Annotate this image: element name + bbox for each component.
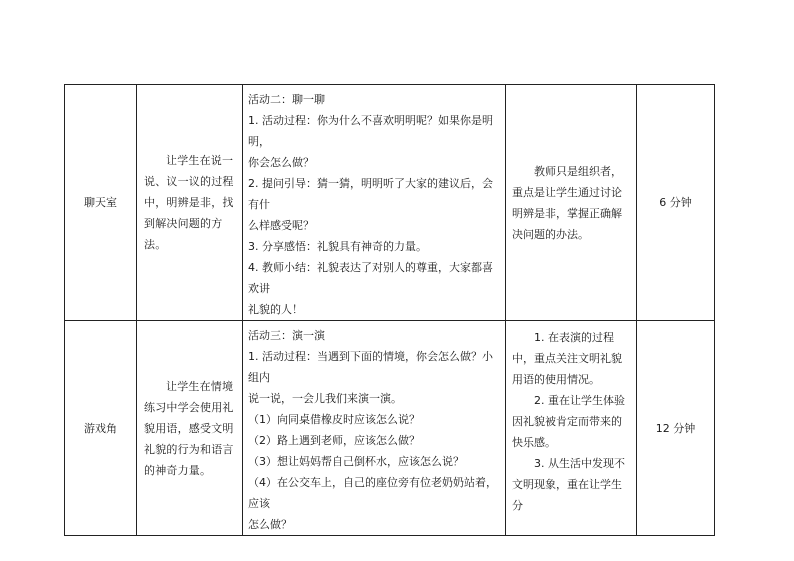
teaching-tip: 3. 从生活中发现不文明现象，重在让学生分 bbox=[512, 457, 625, 512]
activity-cell bbox=[243, 321, 506, 536]
activity-line: （1）向同桌借橡皮时应该怎么说？ bbox=[248, 413, 420, 426]
time-label: 6 分钟 bbox=[659, 196, 692, 209]
area-cell bbox=[65, 85, 137, 321]
activity-line: 礼貌的人！ bbox=[248, 303, 303, 316]
table-row bbox=[65, 321, 715, 536]
lesson-plan-table bbox=[64, 84, 715, 536]
activity-line: 你会怎么做？ bbox=[248, 156, 314, 169]
table-row bbox=[65, 85, 715, 321]
teaching-tip-cell bbox=[506, 85, 637, 321]
activity-line: （3）想让妈妈帮自己倒杯水，应该怎么说？ bbox=[248, 455, 464, 468]
teaching-tip: 1. 在表演的过程中，重点关注文明礼貌用语的使用情况。 bbox=[512, 331, 622, 386]
time-label: 12 分钟 bbox=[655, 421, 696, 435]
time-cell bbox=[637, 85, 715, 321]
activity-line: 2. 提问引导：猜一猜，明明听了大家的建议后，会有什 bbox=[248, 177, 493, 211]
activity-line: 说一说，一会儿我们来演一演。 bbox=[248, 392, 402, 405]
area-cell bbox=[65, 321, 137, 536]
activity-line: 么样感受呢？ bbox=[248, 219, 314, 232]
activity-line: （2）路上遇到老师，应该怎么做？ bbox=[248, 434, 420, 447]
goal-cell bbox=[137, 85, 243, 321]
activity-line: 4. 教师小结：礼貌表达了对别人的尊重，大家都喜欢讲 bbox=[248, 261, 493, 295]
time-cell bbox=[637, 321, 715, 536]
activity-title: 活动二：聊一聊 bbox=[248, 93, 325, 106]
activity-line: （4）在公交车上，自己的座位旁有位老奶奶站着，应该 bbox=[248, 476, 497, 510]
activity-line: 1. 活动过程：你为什么不喜欢明明呢？如果你是明明， bbox=[248, 114, 493, 148]
goal-text: 让学生在情境练习中学会使用礼貌用语，感受文明礼貌的行为和语言的神奇力量。 bbox=[144, 379, 234, 477]
teaching-tip-cell bbox=[506, 321, 637, 536]
activity-cell bbox=[243, 85, 506, 321]
goal-cell bbox=[137, 321, 243, 536]
activity-line: 3. 分享感悟：礼貌具有神奇的力量。 bbox=[248, 240, 427, 253]
activity-line: 1. 活动过程：当遇到下面的情境，你会怎么做？小组内 bbox=[248, 350, 493, 384]
teaching-tip: 2. 重在让学生体验因礼貌被肯定而带来的快乐感。 bbox=[512, 394, 625, 449]
teaching-tip: 教师只是组织者，重点是让学生通过讨论明辨是非，掌握正确解决问题的办法。 bbox=[512, 164, 622, 241]
area-label: 游戏角 bbox=[84, 421, 117, 435]
goal-text: 让学生在说一说、议一议的过程中，明辨是非，找到解决问题的方法。 bbox=[144, 154, 234, 251]
area-label: 聊天室 bbox=[84, 196, 117, 209]
activity-line: 怎么做？ bbox=[248, 518, 292, 531]
activity-title: 活动三：演一演 bbox=[248, 329, 325, 342]
